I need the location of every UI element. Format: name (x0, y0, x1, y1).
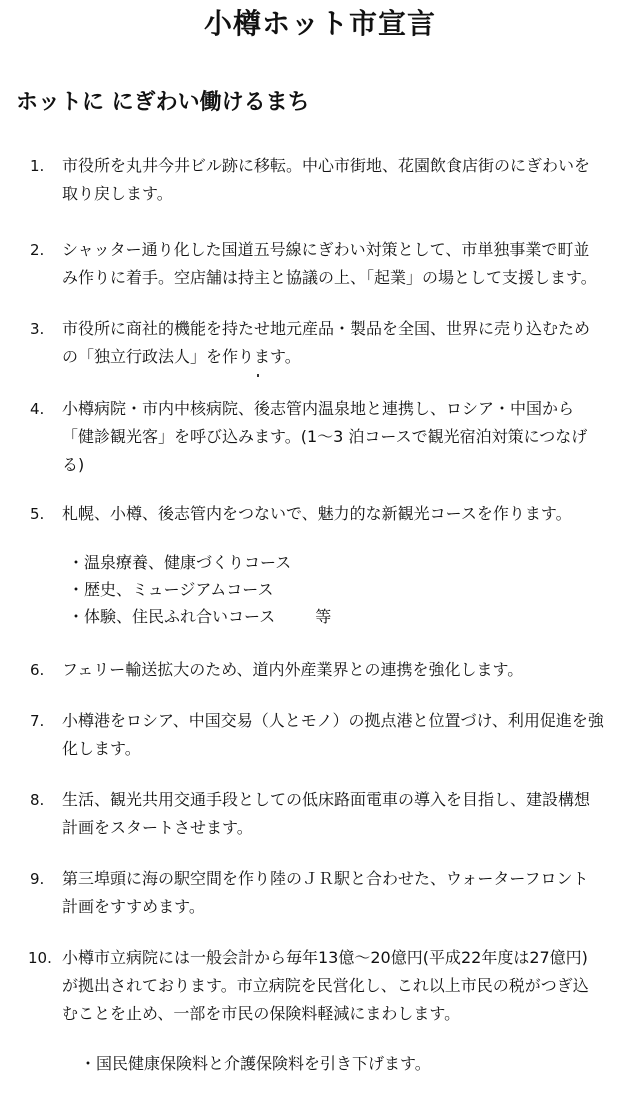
item-line: 小樽港をロシア、中国交易（人とモノ）の拠点港と位置づけ、利用促進を強 (62, 711, 604, 730)
item-number: 8. (30, 791, 45, 809)
item-line: の「独立行政法人」を作ります。 (62, 347, 301, 366)
item-number: 4. (30, 400, 45, 418)
sublist-item (68, 603, 331, 631)
item-text (62, 944, 630, 1028)
sublist-item: ・歴史、ミュージアムコース (68, 580, 274, 599)
sublist-item: ・温泉療養、健康づくりコース (68, 553, 292, 572)
item-text (62, 236, 630, 292)
item-text (62, 656, 630, 684)
item-line: る) (62, 455, 85, 474)
document-title: 小樽ホット市宣言 (203, 7, 436, 40)
item-line: 計画をすすめます。 (62, 897, 205, 916)
item-line: 化します。 (62, 739, 141, 758)
scan-speck (257, 374, 259, 377)
item-number: 6. (30, 661, 45, 679)
item-text (62, 707, 630, 763)
item-number: 5. (30, 505, 45, 523)
item-number: 2. (30, 241, 45, 259)
item-line: 札幌、小樽、後志管内をつないで、魅力的な新観光コースを作ります。 (62, 504, 572, 523)
item-line: 生活、観光共用交通手段としての低床路面電車の導入を目指し、建設構想 (62, 790, 591, 809)
item-number: 3. (30, 320, 45, 338)
item-line: 「健診観光客」を呼び込みます。(1～3 泊コースで観光宿泊対策につなげ (62, 427, 588, 446)
item-line: 小樽病院・市内中核病院、後志管内温泉地と連携し、ロシア・中国から (62, 399, 575, 418)
item-text (62, 500, 630, 528)
item-line: フェリー輸送拡大のため、道内外産業界との連携を強化します。 (62, 660, 524, 679)
item-number: 10. (28, 949, 52, 967)
sublist-item: ・国民健康保険料と介護保険料を引き下げます。 (80, 1054, 431, 1073)
item-text (62, 315, 630, 371)
item-line: 取り戻します。 (62, 184, 173, 203)
item-number: 7. (30, 712, 45, 730)
item-line: 第三埠頭に海の駅空間を作り陸のＪＲ駅と合わせた、ウォーターフロント (62, 869, 589, 888)
item-text (62, 395, 630, 479)
item-text (62, 865, 630, 921)
item-line: シャッター通り化した国道五号線にぎわい対策として、市単独事業で町並 (62, 240, 590, 259)
item-line: 小樽市立病院には一般会計から毎年13億～20億円(平成22年度は27億円) (62, 948, 588, 967)
item-line: 市役所を丸井今井ビル跡に移転。中心市街地、花園飲食店街のにぎわいを (62, 156, 591, 175)
item-line: 市役所に商社的機能を持たせ地元産品・製品を全国、世界に売り込むため (62, 319, 591, 338)
item-line: 計画をスタートさせます。 (62, 818, 253, 837)
item-line: み作りに着手。空店舗は持主と協議の上、「起業」の場として支援します。 (62, 268, 597, 287)
section-heading: ホットに にぎわい働けるまち (16, 90, 310, 115)
sublist-trailing-text: 等 (315, 607, 332, 626)
sublist-item-text: ・体験、住民ふれ合いコース (68, 607, 276, 626)
item-line: が拠出されております。市立病院を民営化し、これ以上市民の税がつぎ込 (62, 976, 589, 995)
item-line: むことを止め、一部を市民の保険料軽減にまわします。 (62, 1004, 461, 1023)
item-text (62, 152, 630, 208)
item-text (62, 786, 630, 842)
item-number: 9. (30, 870, 45, 888)
item-number: 1. (30, 157, 45, 175)
